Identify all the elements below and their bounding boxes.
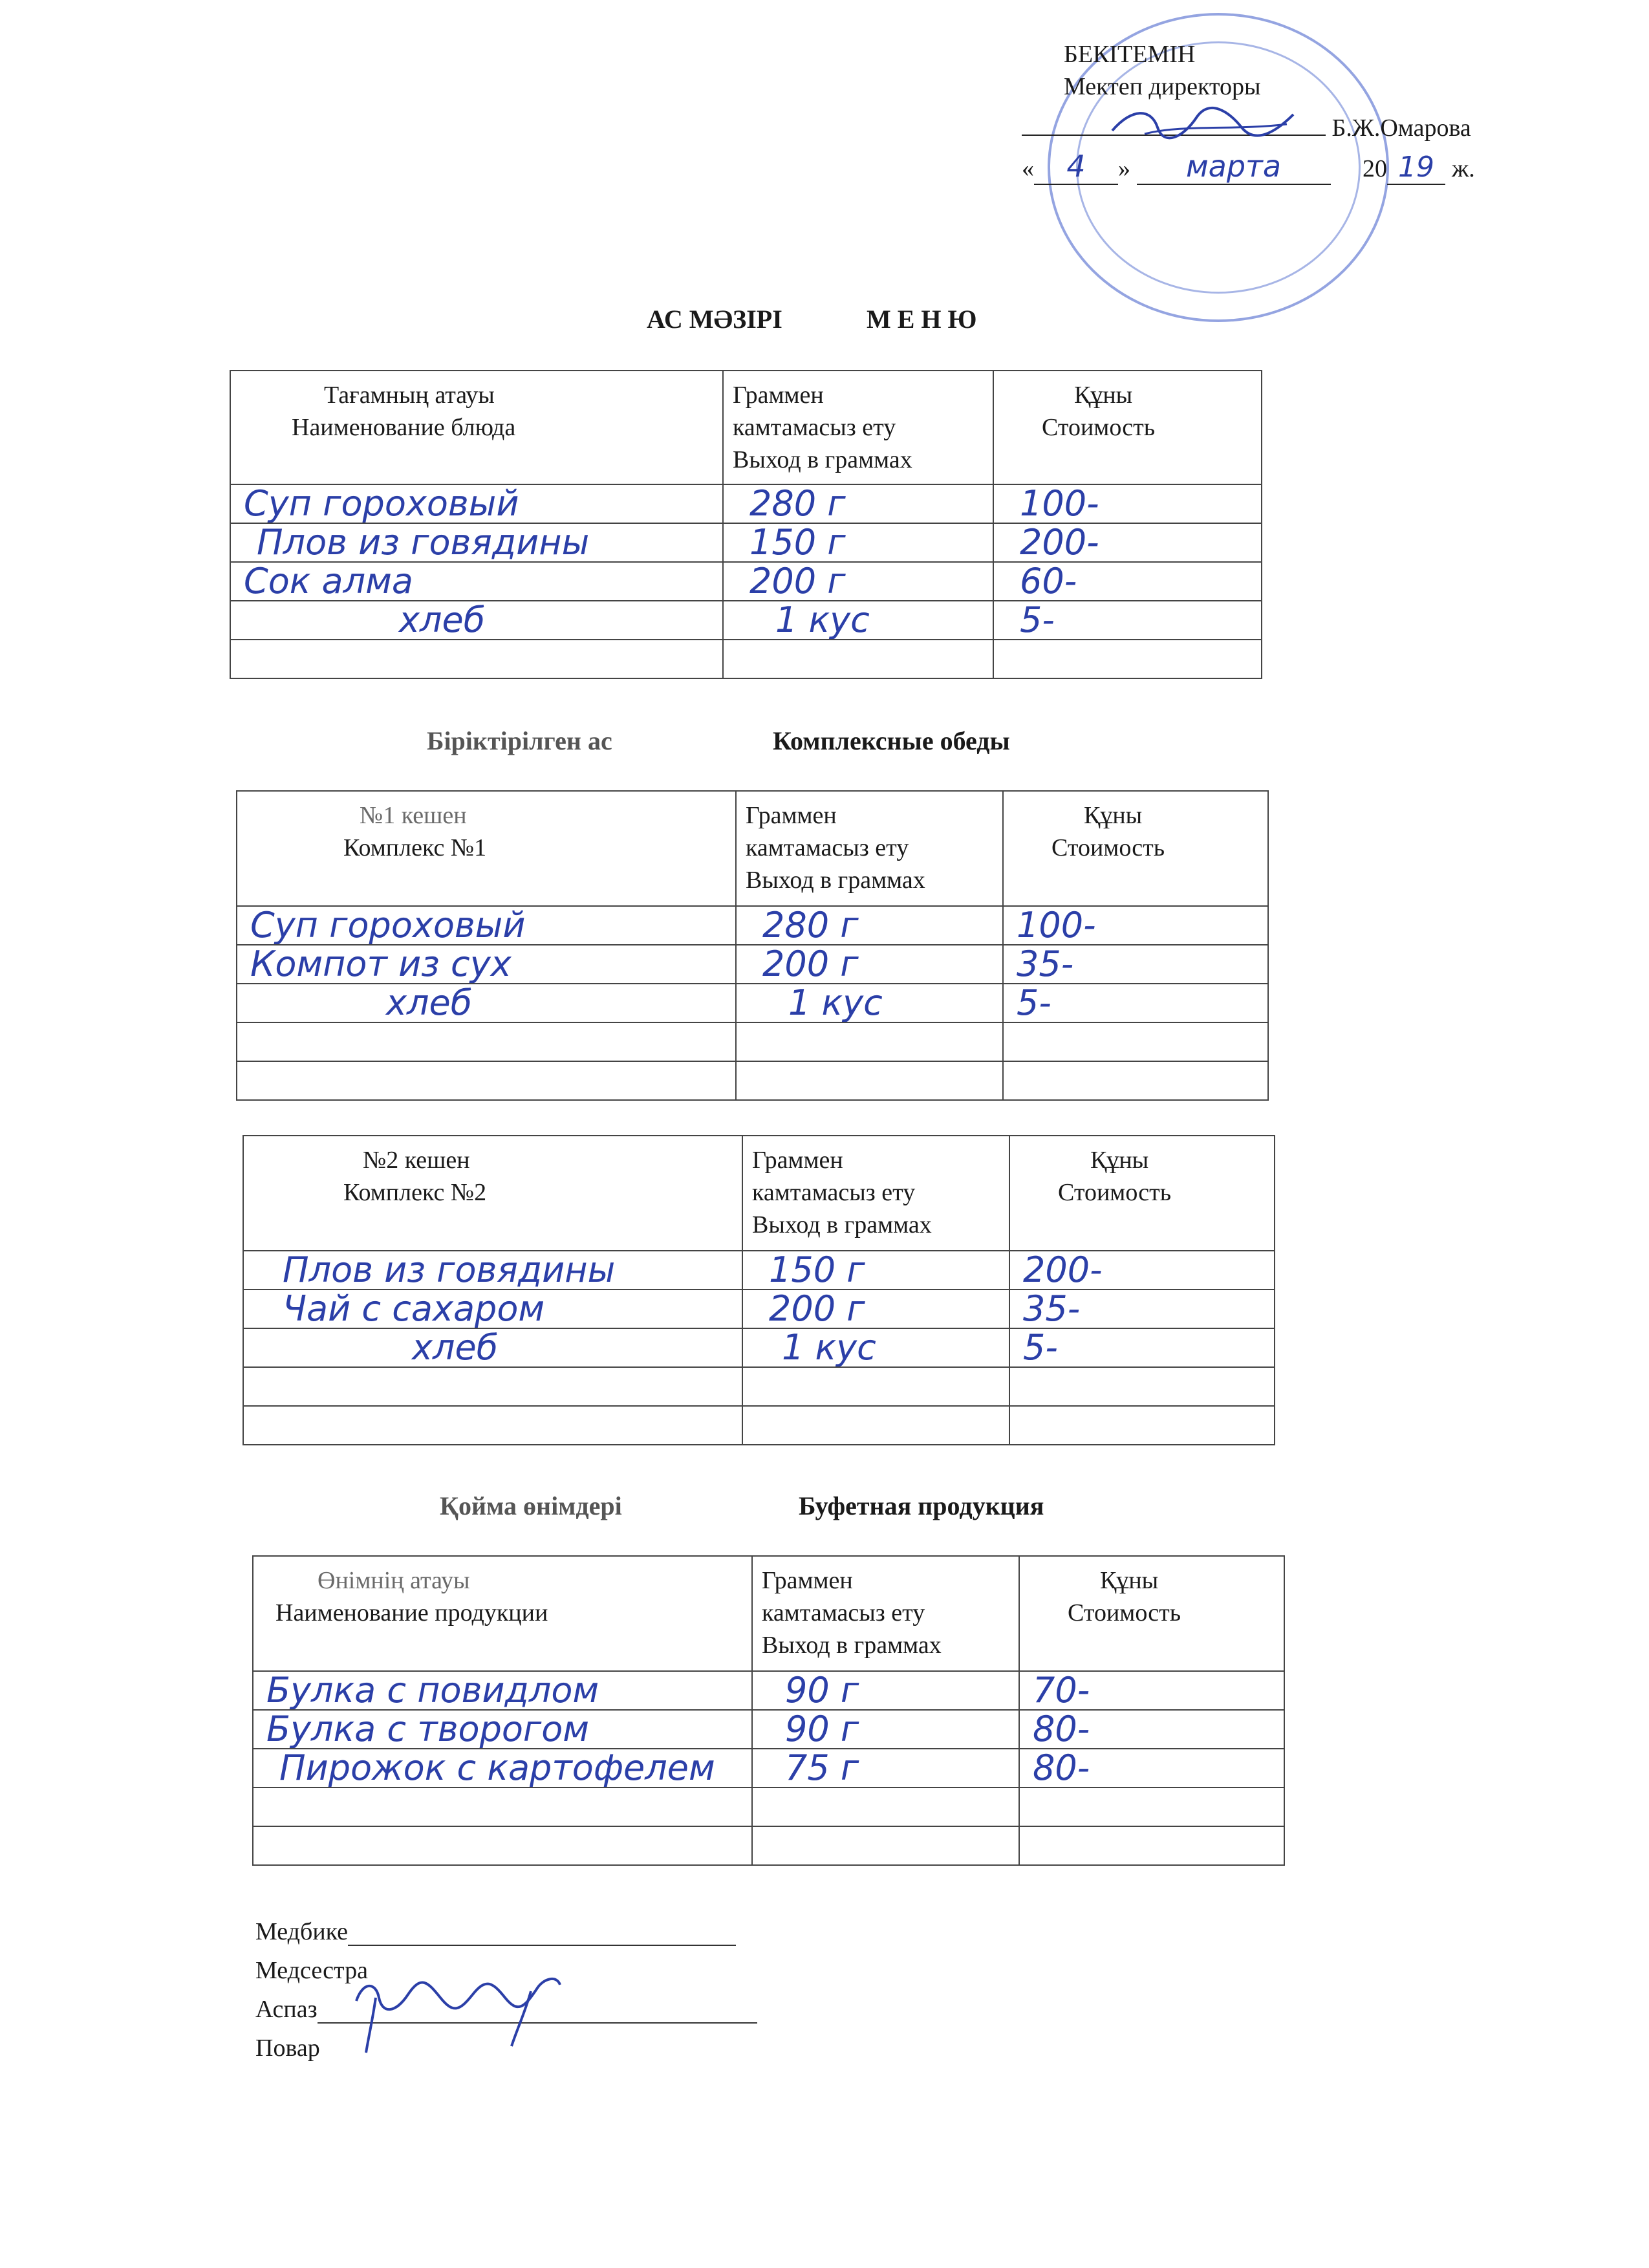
complex2-grams-1: 150 г: [769, 1251, 865, 1290]
date-month: марта: [1185, 149, 1282, 184]
complex2-price-1: 200-: [1023, 1251, 1103, 1290]
year-prefix: 20: [1363, 155, 1387, 182]
complex1-grams-1: 280 г: [762, 906, 859, 945]
table-row: [237, 1022, 1268, 1061]
menu-table-header-row: [230, 371, 1262, 484]
aspaz-sign-line: [318, 1998, 757, 2024]
header-price: Құны Стоимость: [1019, 1556, 1284, 1671]
aspaz-label: Аспаз: [255, 1996, 318, 2023]
buffet-product-1: Булка с повидлом: [266, 1671, 599, 1710]
complex1-dish-2: Компот из сух: [250, 945, 512, 984]
table-row: [237, 906, 1268, 945]
date-close-quote: »: [1118, 155, 1130, 182]
header-price: Құны Стоимость: [993, 371, 1262, 484]
buffet-product-2: Булка с творогом: [266, 1710, 590, 1749]
complex1-grams-3: 1 кус: [788, 984, 883, 1022]
table-row: [243, 1328, 1275, 1367]
buffet-title-kz: Қойма өнімдері: [440, 1491, 622, 1520]
date-open-quote: «: [1022, 155, 1034, 182]
table-row: [253, 1826, 1284, 1865]
menu-price-4: 5-: [1020, 601, 1055, 640]
table-row: [253, 1749, 1284, 1787]
complex2-dish-3: хлеб: [412, 1328, 498, 1367]
header-output-grams: Граммен камтамасыз ету Выход в граммах: [742, 1136, 1009, 1251]
menu-grams-3: 200 г: [749, 562, 846, 601]
table-row: [230, 601, 1262, 640]
complex1-table: [236, 790, 1269, 1101]
menu-dish-2: Плов из говядины: [257, 523, 590, 562]
buffet-grams-3: 75 г: [785, 1749, 859, 1787]
header-output-grams: Граммен камтамасыз ету Выход в граммах: [723, 371, 993, 484]
complex2-dish-2: Чай с сахаром: [283, 1290, 545, 1328]
medbike-sign-line: [348, 1920, 736, 1946]
povar-label: Повар: [255, 2035, 320, 2062]
table-row: [253, 1787, 1284, 1826]
table-row: [243, 1251, 1275, 1290]
header-output-grams: Граммен камтамасыз ету Выход в граммах: [736, 791, 1003, 906]
complex-title-kz: Біріктірілген ас: [427, 726, 612, 755]
complex1-header-row: [237, 791, 1268, 906]
menu-grams-4: 1 кус: [775, 601, 870, 640]
medsestra-label: Медсестра: [255, 1957, 368, 1984]
buffet-product-3: Пирожок с картофелем: [279, 1749, 715, 1787]
table-row: [237, 984, 1268, 1022]
year-field: [1387, 151, 1445, 185]
header-complex-1: №1 кешен Комплекс №1: [237, 791, 736, 906]
cook-signature-icon: [350, 1962, 563, 2059]
buffet-price-2: 80-: [1033, 1710, 1090, 1749]
date-day-field: [1034, 149, 1118, 185]
menu-dish-4: хлеб: [399, 601, 485, 640]
buffet-title-ru: Буфетная продукция: [799, 1491, 1044, 1520]
header-price: Құны Стоимость: [1009, 1136, 1275, 1251]
medbike-label: Медбике: [255, 1918, 349, 1945]
table-row: [237, 945, 1268, 984]
complex-title-ru: Комплексные обеды: [773, 726, 1010, 755]
complex1-price-3: 5-: [1017, 984, 1051, 1022]
approval-signature-row: [1022, 109, 1471, 142]
buffet-grams-2: 90 г: [785, 1710, 859, 1749]
buffet-table: [252, 1555, 1285, 1866]
table-row: [253, 1710, 1284, 1749]
menu-dish-1: Суп гороховый: [244, 484, 519, 523]
complex2-grams-2: 200 г: [769, 1290, 865, 1328]
buffet-grams-1: 90 г: [785, 1671, 859, 1710]
table-row: [230, 484, 1262, 523]
buffet-header-row: [253, 1556, 1284, 1671]
year-end: ж.: [1452, 155, 1475, 182]
buffet-price-3: 80-: [1033, 1749, 1090, 1787]
director-name: Б.Ж.Омарова: [1331, 114, 1471, 142]
complex1-price-2: 35-: [1017, 945, 1074, 984]
menu-grams-2: 150 г: [749, 523, 846, 562]
table-row: [230, 562, 1262, 601]
table-row: [230, 523, 1262, 562]
header-price: Құны Стоимость: [1003, 791, 1268, 906]
complex2-header-row: [243, 1136, 1275, 1251]
year-suffix: 19: [1398, 151, 1434, 184]
header-output-grams: Граммен камтамасыз ету Выход в граммах: [752, 1556, 1019, 1671]
complex2-price-3: 5-: [1023, 1328, 1058, 1367]
table-row: [243, 1290, 1275, 1328]
menu-title-ru: М Е Н Ю: [867, 305, 977, 334]
complex1-dish-3: хлеб: [386, 984, 472, 1022]
menu-price-3: 60-: [1020, 562, 1077, 601]
complex2-grams-3: 1 кус: [782, 1328, 876, 1367]
medbike-sign-row: [255, 1917, 736, 1946]
buffet-price-1: 70-: [1033, 1671, 1090, 1710]
header-complex-2: №2 кешен Комплекс №2: [243, 1136, 742, 1251]
director-signature-line: [1022, 109, 1326, 136]
complex1-price-1: 100-: [1017, 906, 1096, 945]
complex1-dish-1: Суп гороховый: [250, 906, 526, 945]
date-day: 4: [1066, 149, 1086, 184]
menu-price-2: 200-: [1020, 523, 1099, 562]
menu-title-kz: АС МӘЗІРІ: [647, 305, 782, 334]
menu-grams-1: 280 г: [749, 484, 846, 523]
table-row: [230, 640, 1262, 678]
menu-price-1: 100-: [1020, 484, 1099, 523]
menu-table: [230, 370, 1262, 679]
header-product-name: Өнімнің атауы Наименование продукции: [253, 1556, 752, 1671]
approval-date-row: [1022, 149, 1475, 185]
table-row: [243, 1406, 1275, 1445]
date-month-field: [1137, 149, 1331, 185]
approval-title: БЕКІТЕМІН: [1064, 41, 1196, 68]
table-row: [237, 1061, 1268, 1100]
complex2-table: [242, 1135, 1275, 1445]
director-signature-icon: [1106, 105, 1300, 144]
table-row: [243, 1367, 1275, 1406]
menu-dish-3: Сок алма: [244, 562, 413, 601]
complex2-dish-1: Плов из говядины: [283, 1251, 616, 1290]
header-dish-name: Тағамның атауы Наименование блюда: [230, 371, 723, 484]
complex1-grams-2: 200 г: [762, 945, 859, 984]
aspaz-sign-row: [255, 1995, 757, 2024]
table-row: [253, 1671, 1284, 1710]
approval-role: Мектеп директоры: [1064, 73, 1261, 100]
complex2-price-2: 35-: [1023, 1290, 1081, 1328]
